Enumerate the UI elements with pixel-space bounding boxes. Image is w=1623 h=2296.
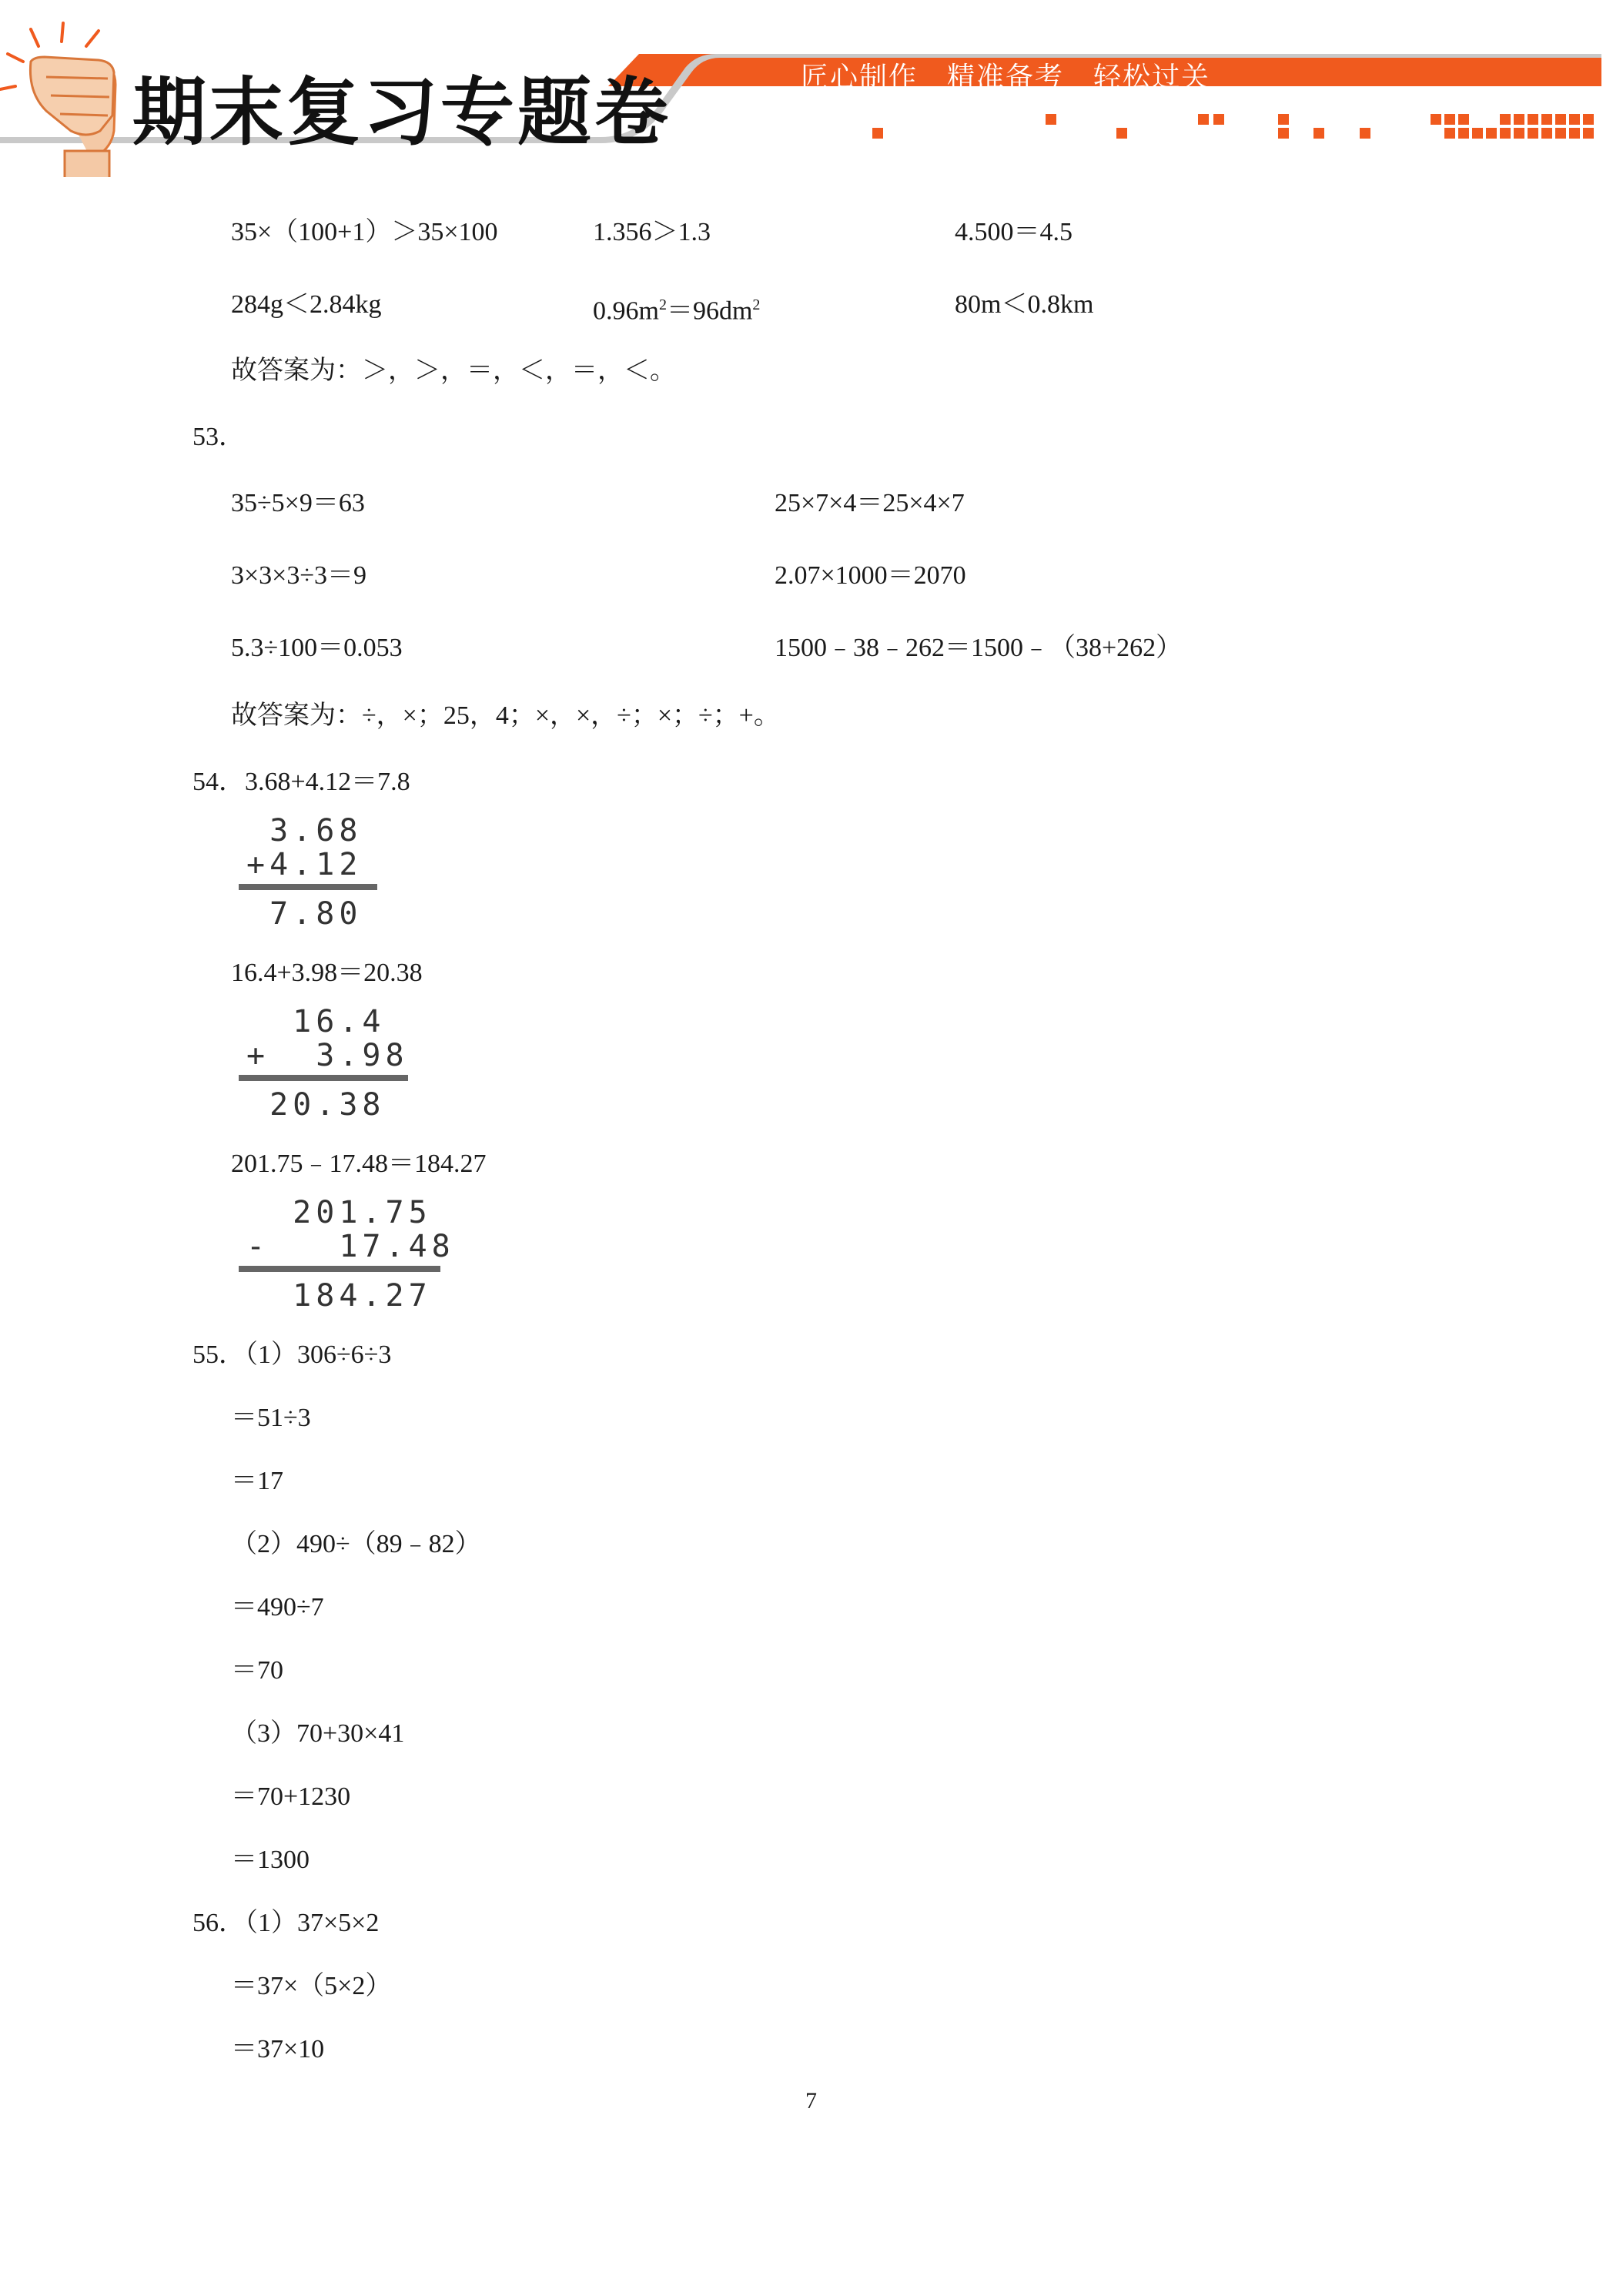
q55-line-5: ＝70	[231, 1656, 283, 1685]
calc2-addend: + 3.98	[246, 1038, 409, 1073]
q55-line-8: ＝1300	[231, 1846, 310, 1874]
comparison-5: $0.96m^2=96dm^2$	[593, 296, 761, 326]
question-54b: 16.4+3.98＝20.38	[231, 959, 423, 987]
q55-line-4: ＝490÷7	[231, 1593, 324, 1622]
question-55: 55．（1）306÷6÷3	[192, 1340, 392, 1369]
q55-line-6: （3）70+30×41	[231, 1719, 405, 1748]
comparison-1: 35×（100+1）＞35×100	[231, 218, 498, 246]
q56-line-1: ＝37×（5×2）	[231, 1972, 392, 2000]
calc1-rule	[239, 884, 377, 890]
header-slogan: 匠心制作 精准备考 轻松过关	[801, 62, 1211, 93]
q56-line-2: ＝37×10	[231, 2035, 325, 2063]
calc3-rule	[239, 1266, 440, 1272]
page-number: 7	[805, 2088, 817, 2114]
question-54: 54．3.68+4.12＝7.8	[192, 768, 410, 796]
vertical-calculation-3	[239, 1195, 454, 1318]
vertical-calculation-1	[239, 813, 393, 936]
calc3-top: 201.75	[246, 1195, 432, 1230]
comparison-4: 284g＜2.84kg	[231, 290, 382, 319]
question-54c: 201.75﹣17.48＝184.27	[231, 1150, 487, 1178]
q53-item-2: 25×7×4＝25×4×7	[775, 489, 965, 517]
q53-item-1: 35÷5×9＝63	[231, 489, 365, 517]
question-56: 56．（1）37×5×2	[192, 1909, 380, 1937]
vertical-calculation-2	[239, 1004, 423, 1127]
comparison-6: 80m＜0.8km	[955, 290, 1094, 319]
q53-item-4: 2.07×1000＝2070	[775, 561, 966, 590]
q53-item-6: 1500﹣38﹣262＝1500﹣（38+262）	[775, 634, 1183, 662]
q55-line-7: ＝70+1230	[231, 1782, 351, 1811]
q55-line-1: ＝51÷3	[231, 1404, 311, 1432]
comparison-2: 1.356＞1.3	[593, 218, 711, 246]
answer-52: 故答案为：＞，＞，＝，＜，＝，＜。	[231, 356, 676, 385]
calc2-rule	[239, 1075, 408, 1081]
calc3-subtrahend: - 17.48	[246, 1229, 455, 1264]
comparison-3: 4.500＝4.5	[955, 218, 1073, 246]
q55-line-3: （2）490÷（89﹣82）	[231, 1530, 481, 1558]
q53-item-5: 5.3÷100＝0.053	[231, 634, 403, 662]
calc3-result: 184.27	[246, 1278, 432, 1314]
q55-line-2: ＝17	[231, 1467, 283, 1495]
answer-53: 故答案为：÷，×；25，4；×，×，÷；×；÷；+。	[231, 701, 780, 730]
calc2-result: 20.38	[246, 1087, 386, 1123]
page-title: 期末复习专题卷	[132, 69, 671, 156]
calc1-addend: +4.12	[246, 847, 363, 882]
calc1-top: 3.68	[246, 813, 363, 848]
q53-item-3: 3×3×3÷3＝9	[231, 561, 367, 590]
page-header	[0, 0, 1623, 162]
calc2-top: 16.4	[246, 1004, 386, 1039]
fist-icon	[0, 15, 139, 177]
question-53-number: 53．	[192, 423, 245, 451]
calc1-result: 7.80	[246, 896, 363, 932]
